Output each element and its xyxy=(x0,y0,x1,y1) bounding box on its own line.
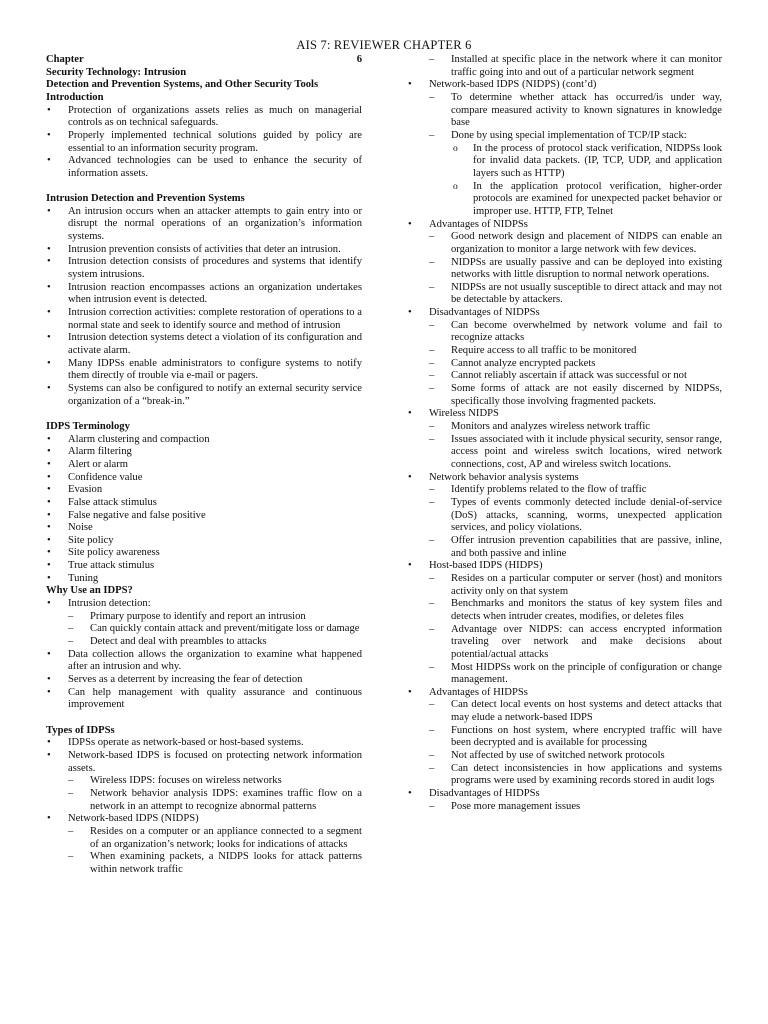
list-item: • Wireless NIDPS xyxy=(407,408,722,421)
list-item: • Intrusion detection systems detect a violation of its configuration and activate alarm. xyxy=(46,332,362,357)
list-item: • Site policy awareness xyxy=(46,547,362,560)
list-item: • False negative and false positive xyxy=(46,510,362,523)
list-item: • Intrusion detection: xyxy=(46,598,362,611)
sub-list-item: – Require access to all traffic to be monitored xyxy=(429,345,722,358)
right-column xyxy=(407,54,722,813)
page-title: AIS 7: REVIEWER CHAPTER 6 xyxy=(296,38,472,52)
list-item: • Alarm clustering and compaction xyxy=(46,434,362,447)
sub-sub-list-item: o In the application protocol verification, higher-order protocols are examined for unexpected packet behavior or improper use. HTTP, FTP, Telnet xyxy=(451,181,722,219)
list-item: • Alert or alarm xyxy=(46,459,362,472)
sub-list-item: – Resides on a particular computer or server (host) and monitors activity only on that system xyxy=(429,573,722,598)
list-item: • Network-based IDPS (NIDPS) xyxy=(46,813,362,826)
sub-list-item: – Can quickly contain attack and prevent/mitigate loss or damage xyxy=(68,623,362,636)
list-item: • Serves as a deterrent by increasing the fear of detection xyxy=(46,674,362,687)
sub-list-item: – NIDPSs are usually passive and can be deployed into existing networks with little disruption to normal network operations. xyxy=(429,257,722,282)
sub-list-item: – Some forms of attack are not easily discerned by NIDPSs, specifically those involving fragmented packets. xyxy=(429,383,722,408)
list-item: • Intrusion reaction encompasses actions an organization undertakes when intrusion event is detected. xyxy=(46,282,362,307)
sub-list-item: – Advantage over NIDPS: can access encrypted information traveling over network and make decisions about potential/actual attacks xyxy=(429,624,722,662)
list-item: • Noise xyxy=(46,522,362,535)
list-item: • Network-based IDPS is focused on protecting network information assets. xyxy=(46,750,362,775)
list-item: • Advantages of NIDPSs xyxy=(407,219,722,232)
sub-list-item: – To determine whether attack has occurred/is under way, compare measured activity to known signatures in knowledge base xyxy=(429,92,722,130)
list-item: • Tuning xyxy=(46,573,362,586)
list-item: • True attack stimulus xyxy=(46,560,362,573)
sub-list-item: – Network behavior analysis IDPS: examines traffic flow on a network in an attempt to recognize abnormal patterns xyxy=(68,788,362,813)
list-item: • Protection of organizations assets relies as much on managerial controls as on technical safeguards. xyxy=(46,105,362,130)
list-item: • Network behavior analysis systems xyxy=(407,472,722,485)
types-list xyxy=(46,737,362,876)
sub-list-item: – Benchmarks and monitors the status of key system files and detects when intruder creates, modifies, or deletes files xyxy=(429,598,722,623)
list-item: • Site policy xyxy=(46,535,362,548)
terminology-list xyxy=(46,434,362,586)
list-item: • Advanced technologies can be used to enhance the security of information assets. xyxy=(46,155,362,180)
list-item: • Systems can also be configured to notify an external security service organization of a “break-in.” xyxy=(46,383,362,408)
sub-list-item: – Issues associated with it include physical security, sensor range, access point and wireless switch locations, wired network connections, cost, AP and wireless switch locations. xyxy=(429,434,722,472)
list-item: • IDPSs operate as network-based or host-based systems. xyxy=(46,737,362,750)
list-item: • Disadvantages of HIDPSs xyxy=(407,788,722,801)
sub-list-item: – NIDPSs are not usually susceptible to direct attack and may not be detectable by attackers. xyxy=(429,282,722,307)
intro-list xyxy=(46,105,362,181)
sub-list-item: – Can detect inconsistencies in how applications and systems programs were used by examining records stored in audit logs xyxy=(429,763,722,788)
left-column xyxy=(46,54,362,876)
section-heading-security: Security Technology: Intrusion xyxy=(46,66,187,78)
list-item: • False attack stimulus xyxy=(46,497,362,510)
list-item: • Can help management with quality assurance and continuous improvement xyxy=(46,687,362,712)
list-item: • Data collection allows the organization to examine what happened after an intrusion and why. xyxy=(46,649,362,674)
chapter-line xyxy=(46,54,362,67)
list-item: • Many IDPSs enable administrators to configure systems to notify them directly of trouble via e-mail or pagers. xyxy=(46,358,362,383)
sub-list-item: – Identify problems related to the flow of traffic xyxy=(429,484,722,497)
sub-list-item: – Installed at specific place in the network where it can monitor traffic going into and out of a particular network segment xyxy=(429,54,722,79)
right-list xyxy=(407,54,722,813)
sub-list-item: – Wireless IDPS: focuses on wireless networks xyxy=(68,775,362,788)
list-item: • Confidence value xyxy=(46,472,362,485)
list-item: • Network-based IDPS (NIDPS) (cont’d) xyxy=(407,79,722,92)
list-item: • Advantages of HIDPSs xyxy=(407,687,722,700)
sub-list-item: – Done by using special implementation of TCP/IP stack: xyxy=(429,130,722,143)
sub-list-item: – Types of events commonly detected include denial-of-service (DoS) attacks, scanning, worms, unexpected application services, and policy violations. xyxy=(429,497,722,535)
sub-list-item: – Functions on host system, where encrypted traffic will have been decrypted and is available for processing xyxy=(429,725,722,750)
heading-why: Why Use an IDPS? xyxy=(46,585,133,597)
list-item: • Alarm filtering xyxy=(46,446,362,459)
chapter-number: 6 xyxy=(356,54,362,65)
sub-list-item: – Detect and deal with preambles to attacks xyxy=(68,636,362,649)
list-item: • Evasion xyxy=(46,484,362,497)
sub-list-item: – Pose more management issues xyxy=(429,801,722,814)
sub-list-item: – Not affected by use of switched network protocols xyxy=(429,750,722,763)
heading-types: Types of IDPSs xyxy=(46,724,115,736)
list-item: • Intrusion detection consists of procedures and systems that identify system intrusions. xyxy=(46,256,362,281)
heading-introduction: Introduction xyxy=(46,91,104,103)
sub-list-item: – Resides on a computer or an appliance connected to a segment of an organization’s network; looks for indications of attacks xyxy=(68,826,362,851)
list-item: • Disadvantages of NIDPSs xyxy=(407,307,722,320)
sub-list-item: – When examining packets, a NIDPS looks for attack patterns within network traffic xyxy=(68,851,362,876)
sub-list-item: – Offer intrusion prevention capabilities that are passive, inline, and both passive and inline xyxy=(429,535,722,560)
sub-list-item: – Can detect local events on host systems and detect attacks that may elude a network-based IDPS xyxy=(429,699,722,724)
list-item: • Intrusion correction activities: complete restoration of operations to a normal state and seek to identify source and method of intrusion xyxy=(46,307,362,332)
list-item: • Properly implemented technical solutions guided by policy are essential to an information security program. xyxy=(46,130,362,155)
section-heading-detection: Detection and Prevention Systems, and Other Security Tools xyxy=(46,79,319,91)
sub-list-item: – Good network design and placement of NIDPS can enable an organization to monitor a large network with few devices. xyxy=(429,231,722,256)
sub-list-item: – Cannot analyze encrypted packets xyxy=(429,358,722,371)
heading-terminology: IDPS Terminology xyxy=(46,420,130,432)
sub-list-item: – Most HIDPSs work on the principle of configuration or change management. xyxy=(429,662,722,687)
sub-sub-list-item: o In the process of protocol stack verification, NIDPSs look for invalid data packets. (IP, TCP, UDP, and application layers such as HTTP) xyxy=(451,143,722,181)
list-item: • Intrusion prevention consists of activities that deter an intrusion. xyxy=(46,244,362,257)
why-list xyxy=(46,598,362,712)
heading-idps: Intrusion Detection and Prevention Systems xyxy=(46,193,245,205)
sub-list-item: – Cannot reliably ascertain if attack was successful or not xyxy=(429,370,722,383)
list-item: • An intrusion occurs when an attacker attempts to gain entry into or disrupt the normal operations of an organization’s information systems. xyxy=(46,206,362,244)
sub-list-item: – Can become overwhelmed by network volume and fail to recognize attacks xyxy=(429,320,722,345)
idps-list xyxy=(46,206,362,409)
sub-list-item: – Monitors and analyzes wireless network traffic xyxy=(429,421,722,434)
list-item: • Host-based IDPS (HIDPS) xyxy=(407,560,722,573)
sub-list-item: – Primary purpose to identify and report an intrusion xyxy=(68,611,362,624)
chapter-label: Chapter xyxy=(46,54,84,65)
